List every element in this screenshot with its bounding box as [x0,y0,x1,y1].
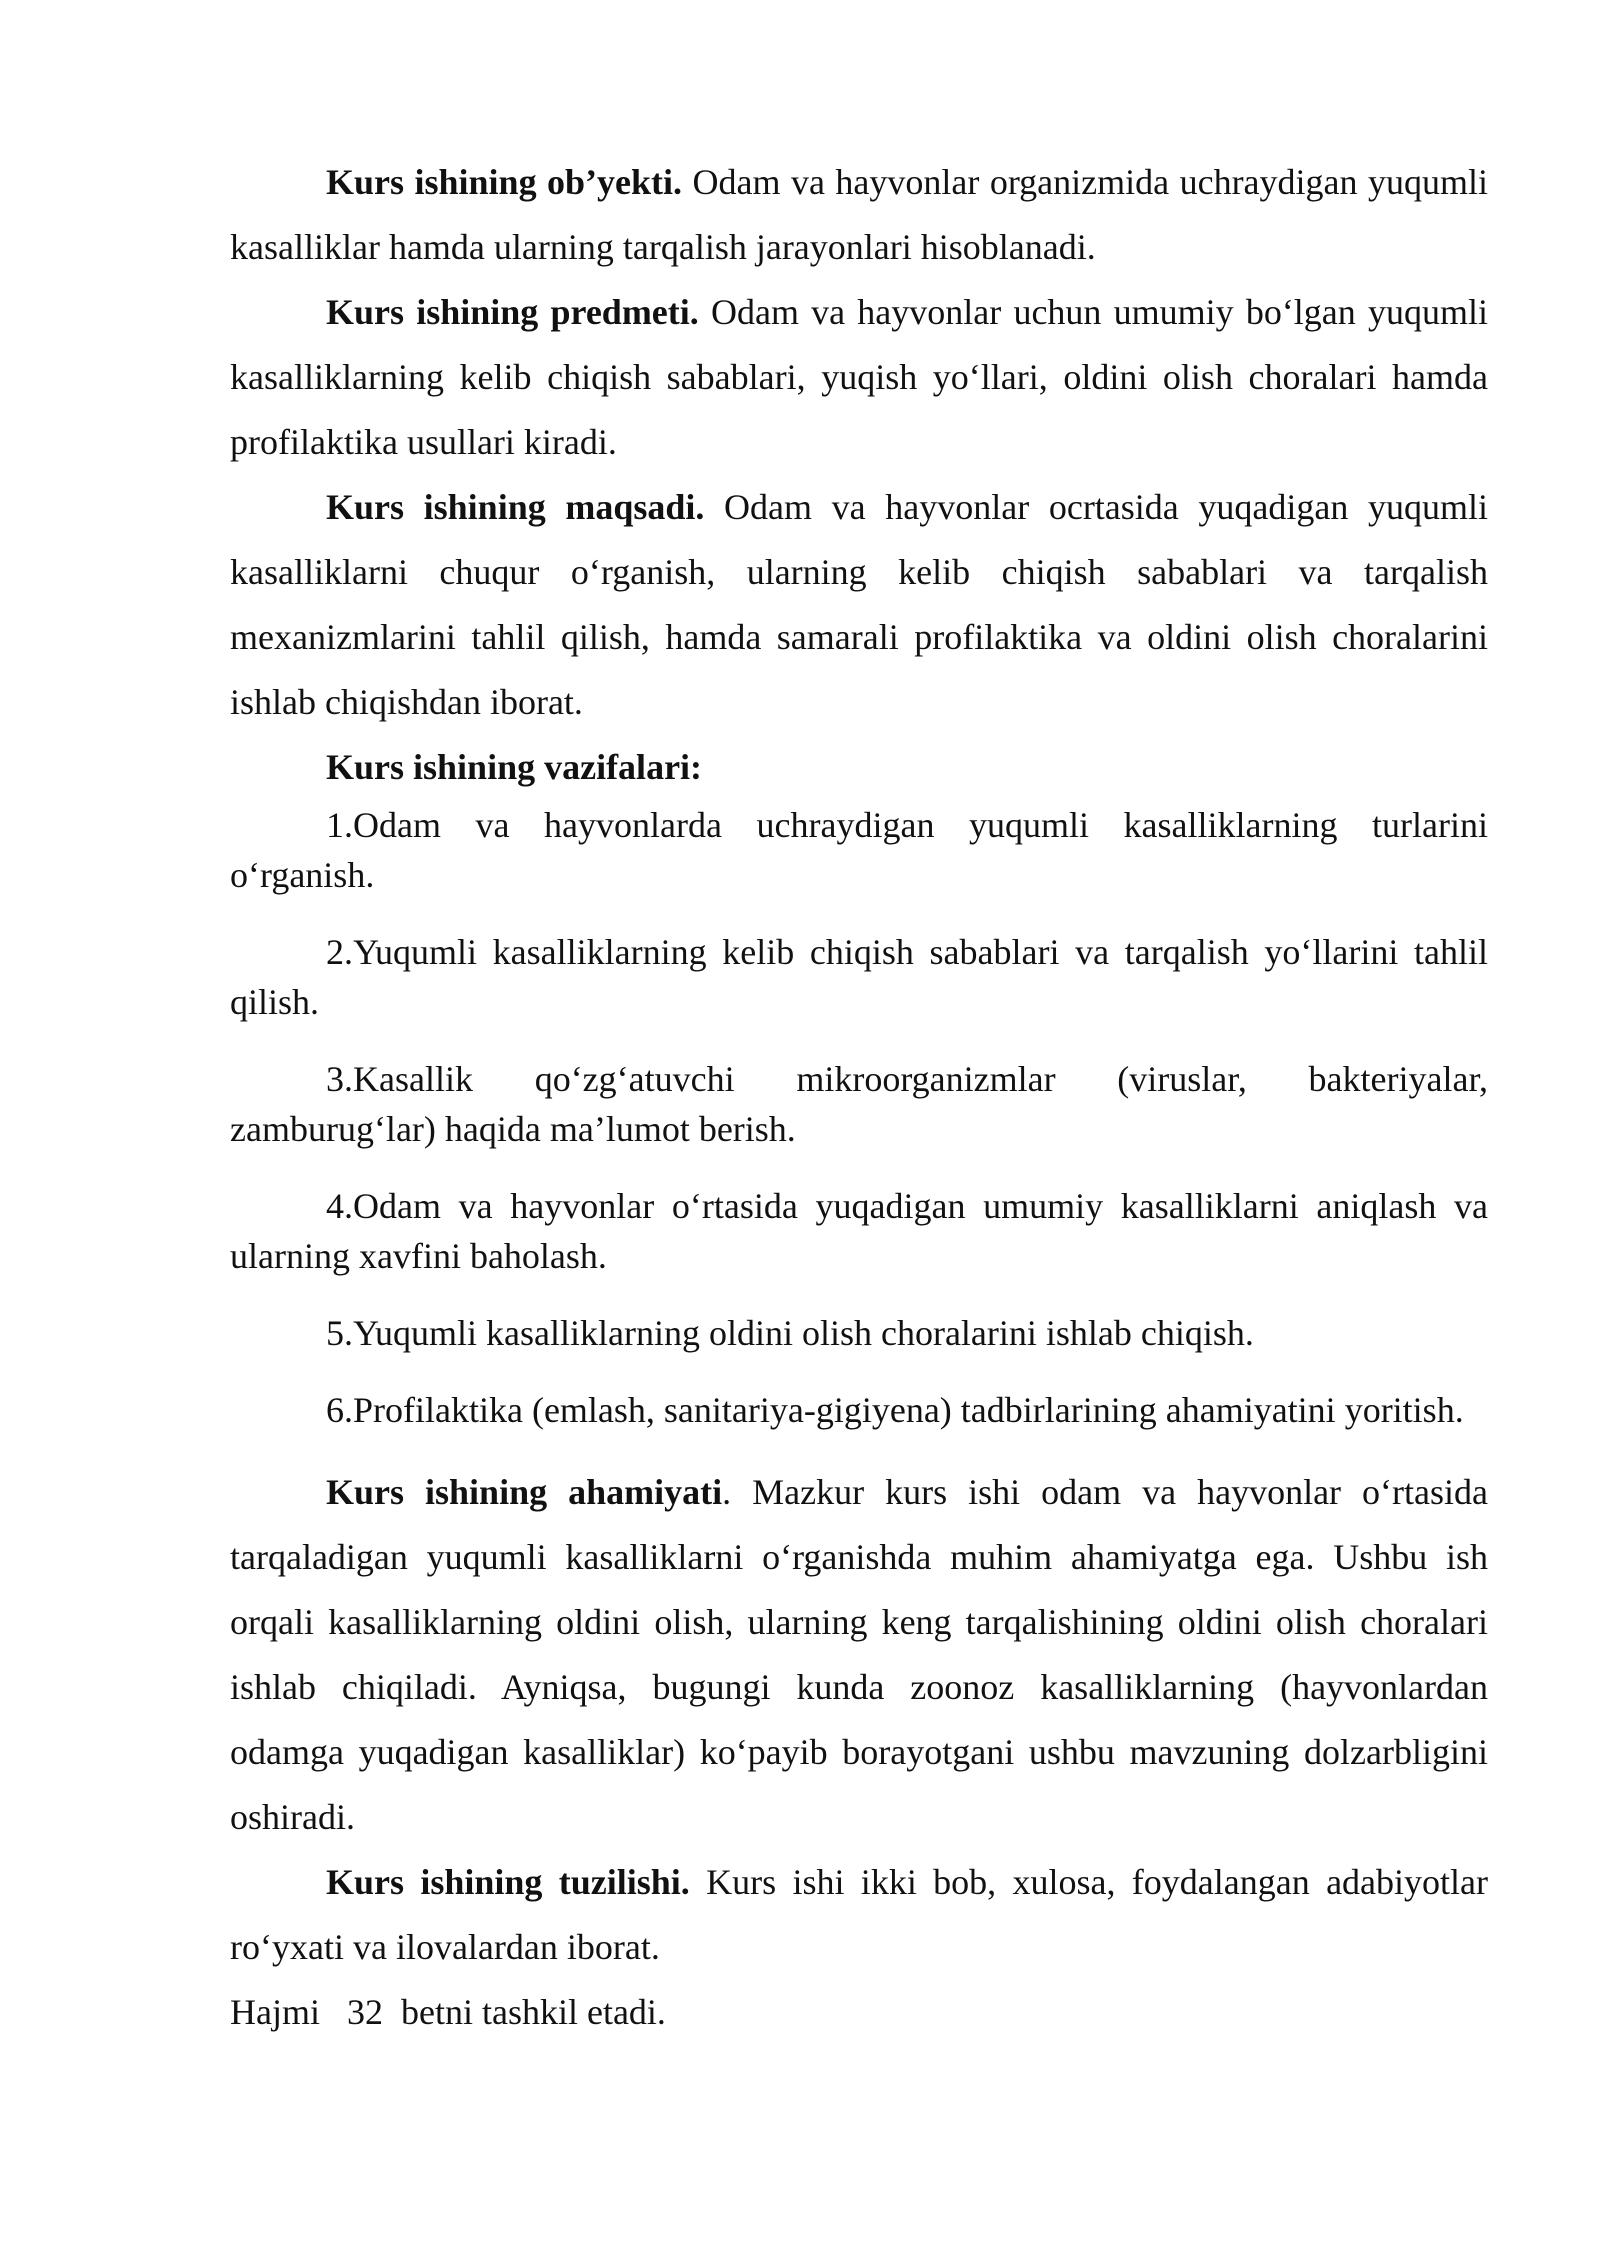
list-item: 6.Profilaktika (emlash, sanitariya-gigiyena) tadbirlarining ahamiyatini yoritish. [326,1390,1464,1430]
list-item: 5.Yuqumli kasalliklarning oldini olish choralarini ishlab chiqish. [326,1313,1254,1353]
importance-text: . Mazkur kurs ishi odam va hayvonlar o‘rtasida tarqaladigan yuqumli kasalliklarni o‘rganishda muhim ahamiyatga ega. Ushbu ish orqali kasalliklarning oldini olish, ularning keng tarqalishining oldini olish choralari ishlab chiqiladi. Ayniqsa, bugungi kunda zoonoz kasalliklarning (hayvonlardan odamga yuqadigan kasalliklar) ko‘payib borayotgani ushbu mavzuning dolzarbligini oshiradi. [230,1472,1489,1837]
object-label: Kurs ishining ob’yekti. [326,162,683,202]
document-page [230,150,1488,2045]
structure-label: Kurs ishining tuzilishi. [326,1862,690,1902]
list-item: 1.Odam va hayvonlarda uchraydigan yuqumli kasalliklarning turlarini o‘rganish. [230,805,1488,895]
volume-line: Hajmi 32 betni tashkil etadi. [230,1992,666,2032]
importance-paragraph [230,1460,1488,1850]
subject-paragraph [230,280,1488,475]
list-item: 3.Kasallik qo‘zg‘atuvchi mikroorganizmlar (viruslar, bakteriyalar, zamburug‘lar) haqida ma’lumot berish. [230,1059,1488,1149]
subject-label: Kurs ishining predmeti. [326,292,699,332]
importance-label: Kurs ishining ahamiyati [326,1472,723,1512]
list-item: 2.Yuqumli kasalliklarning kelib chiqish sabablari va tarqalish yo‘llarini tahlil qilish. [230,932,1488,1022]
list-item: 4.Odam va hayvonlar o‘rtasida yuqadigan umumiy kasalliklarni aniqlash va ularning xavfini baholash. [230,1186,1488,1276]
object-paragraph [230,150,1488,280]
tasks-list [230,800,1488,1435]
goal-text: Odam va hayvonlar ocrtasida yuqadigan yuqumli kasalliklarni chuqur o‘rganish, ularning kelib chiqish sabablari va tarqalish mexanizmlarini tahlil qilish, hamda samarali profilaktika va oldini olish choralarini ishlab chiqishdan iborat. [230,487,1488,722]
structure-paragraph [230,1850,1488,1980]
goal-paragraph [230,475,1488,735]
tasks-heading [230,735,1488,800]
goal-label: Kurs ishining maqsadi. [326,487,705,527]
subject-text: Odam va hayvonlar uchun umumiy bo‘lgan yuqumli kasalliklarning kelib chiqish sabablari, yuqish yo‘llari, oldini olish choralari hamda profilaktika usullari kiradi. [230,292,1488,462]
structure-text: Kurs ishi ikki bob, xulosa, foydalangan adabiyotlar ro‘yxati va ilovalardan iborat. [230,1862,1489,1967]
object-text: Odam va hayvonlar organizmida uchraydigan yuqumli kasalliklar hamda ularning tarqalish jarayonlari hisoblanadi. [230,162,1488,267]
tasks-heading-text: Kurs ishining vazifalari: [326,747,703,787]
